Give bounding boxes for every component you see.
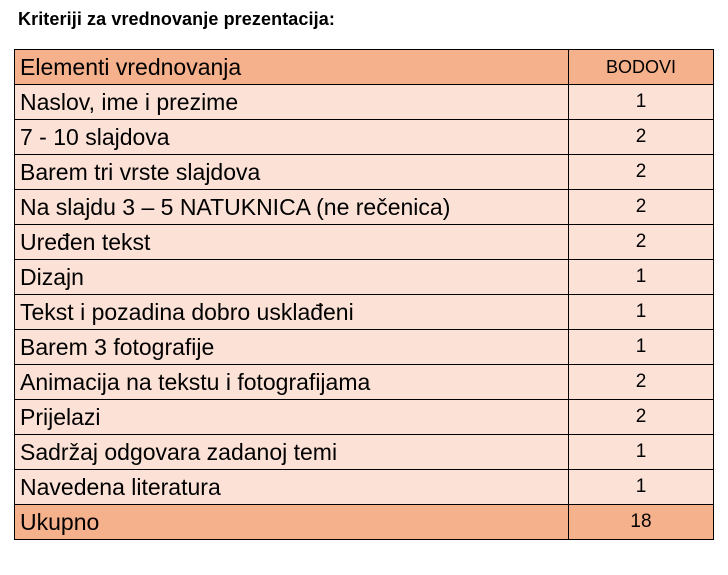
points-cell: 2 [569, 365, 714, 400]
criterion-cell: Navedena literatura [15, 470, 569, 505]
points-cell: 2 [569, 400, 714, 435]
table-row [15, 260, 714, 295]
criterion-cell: Animacija na tekstu i fotografijama [15, 365, 569, 400]
table-row [15, 120, 714, 155]
total-row [15, 505, 714, 540]
criterion-cell: Barem 3 fotografije [15, 330, 569, 365]
table-header-row [15, 50, 714, 85]
points-cell: 1 [569, 330, 714, 365]
criterion-cell: Naslov, ime i prezime [15, 85, 569, 120]
points-cell: 2 [569, 155, 714, 190]
criterion-cell: Tekst i pozadina dobro usklađeni [15, 295, 569, 330]
criteria-table [14, 49, 714, 540]
criterion-cell: Prijelazi [15, 400, 569, 435]
points-cell: 1 [569, 295, 714, 330]
table-row [15, 295, 714, 330]
header-element-cell: Elementi vrednovanja [15, 50, 569, 85]
points-cell: 2 [569, 120, 714, 155]
points-cell: 2 [569, 225, 714, 260]
criteria-table-body [15, 50, 714, 540]
points-cell: 1 [569, 260, 714, 295]
criterion-cell: Dizajn [15, 260, 569, 295]
table-row [15, 190, 714, 225]
total-points-cell: 18 [569, 505, 714, 540]
table-row [15, 400, 714, 435]
points-cell: 1 [569, 470, 714, 505]
criterion-cell: Na slajdu 3 – 5 NATUKNICA (ne rečenica) [15, 190, 569, 225]
header-points-cell: BODOVI [569, 50, 714, 85]
total-label-cell: Ukupno [15, 505, 569, 540]
table-row [15, 225, 714, 260]
points-cell: 2 [569, 190, 714, 225]
criterion-cell: Uređen tekst [15, 225, 569, 260]
table-row [15, 435, 714, 470]
table-row [15, 365, 714, 400]
table-row [15, 155, 714, 190]
criterion-cell: Sadržaj odgovara zadanoj temi [15, 435, 569, 470]
points-cell: 1 [569, 435, 714, 470]
points-cell: 1 [569, 85, 714, 120]
table-row [15, 470, 714, 505]
table-row [15, 85, 714, 120]
criterion-cell: Barem tri vrste slajdova [15, 155, 569, 190]
criterion-cell: 7 - 10 slajdova [15, 120, 569, 155]
table-row [15, 330, 714, 365]
page-title: Kriteriji za vrednovanje prezentacija: [18, 9, 335, 29]
